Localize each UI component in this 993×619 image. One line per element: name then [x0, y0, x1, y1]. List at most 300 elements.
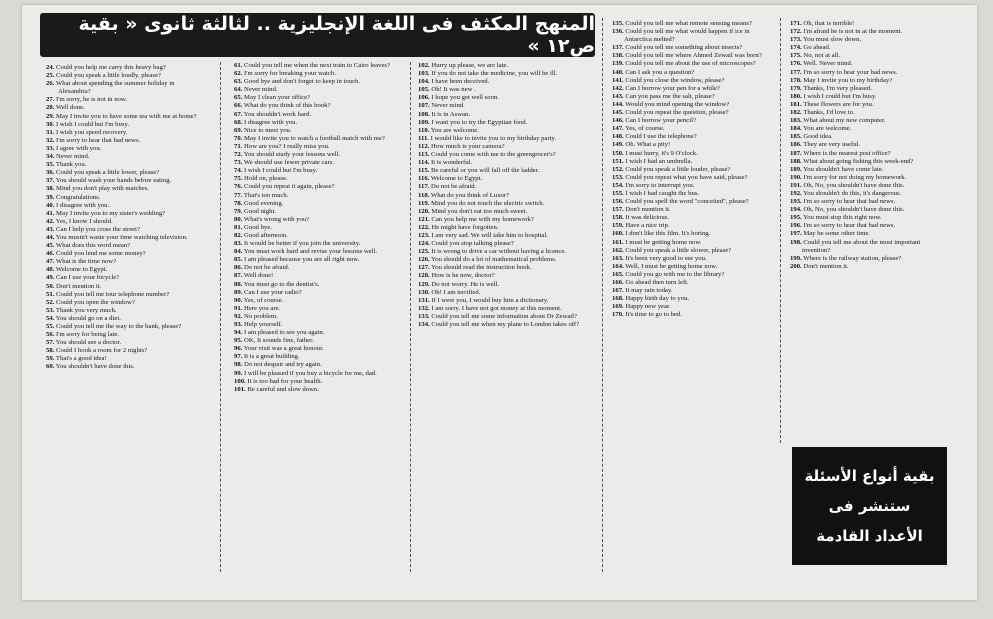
- list-item: [790, 206, 950, 214]
- list-item: [234, 345, 396, 353]
- item-text: May I invite you to my sister's wedding?: [56, 209, 166, 217]
- item-number: 48.: [46, 266, 55, 274]
- list-item: [612, 20, 772, 28]
- item-text: You must stop this right now.: [803, 214, 882, 222]
- item-number: 77.: [234, 191, 243, 199]
- item-text: Oh, No, you shouldn't have done this.: [803, 181, 905, 189]
- item-text: Could you tell me when the next train to Cairo leaves?: [244, 62, 391, 69]
- item-text: May I invite you to watch a football match with me?: [244, 134, 385, 142]
- list-item: [418, 167, 590, 175]
- item-text: Could you help me carry this heavy bag?: [56, 64, 166, 71]
- list-item: [46, 234, 206, 242]
- list-item: [234, 159, 396, 167]
- item-text: Where is the nearest post office?: [803, 149, 891, 157]
- list-item: [612, 190, 772, 198]
- list-item: [46, 177, 206, 185]
- list-item: [790, 85, 950, 93]
- item-text: I am sorry. I have not got money at this moment.: [431, 304, 562, 312]
- item-text: How much is your camera?: [431, 142, 505, 150]
- item-text: Could you repeat what you have said, please?: [625, 173, 748, 181]
- item-text: What's wrong with you?: [243, 215, 310, 223]
- list-item: [612, 69, 772, 77]
- item-text: You are welcome.: [803, 125, 852, 133]
- list-item: [46, 250, 206, 258]
- item-number: 134.: [418, 321, 430, 328]
- item-text: Well done.: [55, 104, 85, 112]
- item-number: 56.: [46, 331, 55, 339]
- list-item: [234, 70, 396, 78]
- item-number: 71.: [234, 142, 243, 150]
- column-divider: [220, 62, 221, 572]
- item-number: 72.: [234, 151, 243, 159]
- list-item: [612, 287, 772, 295]
- list-item: [418, 256, 590, 264]
- item-text: Oh! It was new .: [431, 86, 476, 94]
- item-number: 27.: [46, 96, 55, 104]
- item-number: 193.: [790, 198, 802, 206]
- list-item: [234, 361, 396, 369]
- item-number: 93.: [234, 321, 243, 328]
- list-item: [418, 224, 590, 232]
- list-item: [790, 182, 950, 190]
- list-item: [234, 281, 396, 289]
- list-item: [234, 232, 396, 240]
- item-text: You should wash your hands before eating.: [55, 177, 172, 185]
- list-item: [418, 321, 590, 329]
- list-item: [418, 175, 590, 183]
- item-text: Yes, of course.: [625, 125, 665, 133]
- item-number: 165.: [612, 270, 624, 278]
- list-item: [790, 36, 950, 44]
- item-text: You shouldn't have done this.: [55, 363, 135, 371]
- list-item: [46, 347, 206, 355]
- item-number: 78.: [234, 199, 243, 207]
- list-item: [234, 313, 396, 321]
- item-number: 96.: [234, 345, 243, 353]
- item-text: Could you come with me to the greengrocer's?: [431, 151, 556, 159]
- item-text: Hold on, please.: [244, 175, 288, 183]
- list-item: [46, 113, 206, 121]
- item-text: Oh. What a pity!: [625, 141, 671, 149]
- list-item: [234, 370, 396, 378]
- list-item: [790, 190, 950, 198]
- item-text: Yes, I know I should.: [55, 217, 113, 225]
- list-item: [46, 194, 206, 202]
- list-item: [46, 274, 206, 282]
- item-text: How are you? I really miss you.: [244, 142, 330, 150]
- item-number: 55.: [46, 323, 55, 330]
- item-number: 154.: [612, 181, 624, 189]
- item-text: You should see a doctor.: [55, 339, 122, 347]
- list-item: [46, 145, 206, 153]
- item-text: I hope you get well soon.: [431, 94, 499, 102]
- item-text: Be careful or you will fall off the ladder.: [431, 167, 540, 175]
- list-item: [612, 311, 772, 319]
- list-item: [418, 248, 590, 256]
- item-number: 146.: [612, 117, 624, 125]
- item-text: May be some other time.: [803, 230, 871, 238]
- item-text: Mind you do not touch the electric switch.: [431, 199, 545, 207]
- item-number: 106.: [418, 94, 430, 102]
- item-number: 159.: [612, 222, 624, 230]
- list-item: [234, 264, 396, 272]
- item-text: You must go to the dentist's.: [243, 280, 320, 288]
- list-item: [790, 263, 950, 271]
- item-text: I want you to try the Egyptian food.: [431, 118, 528, 126]
- item-number: 70.: [234, 134, 243, 142]
- item-number: 110.: [418, 126, 430, 134]
- column-divider: [410, 62, 411, 572]
- item-text: Good bye and don't forget to keep in touch.: [244, 78, 361, 86]
- item-text: I'm afraid he is not in at the moment.: [803, 28, 903, 36]
- list-item: [790, 52, 950, 60]
- item-number: 163.: [612, 254, 624, 262]
- list-item: [612, 230, 772, 238]
- list-item: [418, 232, 590, 240]
- item-number: 125.: [418, 248, 430, 256]
- item-number: 40.: [46, 201, 55, 209]
- item-number: 143.: [612, 92, 624, 100]
- item-number: 111.: [418, 134, 429, 142]
- item-number: 46.: [46, 250, 55, 258]
- column-divider: [780, 18, 781, 443]
- list-item: [418, 208, 590, 216]
- item-text: Thank you very much.: [55, 306, 117, 314]
- item-text: Oh, that is terrible!: [803, 20, 855, 27]
- item-text: Help yourself.: [244, 321, 283, 328]
- list-item: [612, 174, 772, 182]
- list-item: [234, 353, 396, 361]
- item-number: 185.: [790, 133, 802, 141]
- item-number: 140.: [612, 68, 624, 76]
- list-item: [234, 135, 396, 143]
- list-item: [418, 200, 590, 208]
- list-item: [46, 218, 206, 226]
- item-number: 97.: [234, 353, 243, 361]
- list-item: [612, 125, 772, 133]
- list-item: [612, 150, 772, 158]
- list-item: [234, 224, 396, 232]
- item-number: 74.: [234, 167, 243, 175]
- item-number: 173.: [790, 36, 802, 44]
- item-text: I don't like this film. It's boring.: [625, 230, 711, 238]
- list-item: [612, 271, 772, 279]
- list-item: [46, 331, 206, 339]
- item-number: 75.: [234, 175, 243, 183]
- item-text: Would you mind opening the window?: [625, 100, 730, 108]
- item-number: 123.: [418, 231, 430, 239]
- item-number: 164.: [612, 262, 624, 270]
- list-item: [418, 240, 590, 248]
- item-text: That's too much.: [243, 191, 289, 199]
- item-number: 127.: [418, 264, 430, 272]
- item-number: 54.: [46, 314, 55, 322]
- item-number: 198.: [790, 238, 802, 246]
- list-item: [612, 52, 772, 60]
- item-number: 45.: [46, 242, 55, 250]
- item-number: 116.: [418, 175, 430, 183]
- list-item: [418, 86, 590, 94]
- item-number: 128.: [418, 272, 430, 280]
- item-number: 102.: [418, 62, 430, 69]
- list-item: [612, 295, 772, 303]
- item-text: Could you tell me about the most important invention?: [802, 238, 921, 254]
- item-number: 168.: [612, 295, 624, 303]
- item-number: 133.: [418, 312, 430, 320]
- list-item: [612, 279, 772, 287]
- item-number: 119.: [418, 199, 430, 207]
- item-number: 114.: [418, 159, 430, 167]
- list-item: [418, 159, 590, 167]
- list-item: [612, 85, 772, 93]
- item-text: Can I use your bicycle?: [56, 274, 120, 282]
- item-number: 124.: [418, 240, 430, 248]
- item-text: I would like to invite you to my birthday party.: [430, 134, 557, 142]
- list-item: [234, 102, 396, 110]
- note-line: بقية أنواع الأسئلة: [804, 467, 935, 485]
- list-item: [612, 44, 772, 52]
- item-number: 25.: [46, 72, 55, 80]
- list-item: [234, 240, 396, 248]
- item-text: Can you pass me the salt, please?: [625, 92, 715, 100]
- list-item: [418, 192, 590, 200]
- item-text: Good idea.: [803, 133, 833, 141]
- item-text: Never mind.: [244, 86, 278, 94]
- list-item: [234, 378, 396, 386]
- item-text: You shouldn't have come late.: [803, 165, 884, 173]
- item-number: 113.: [418, 151, 430, 159]
- item-text: He might have forgotten.: [431, 223, 499, 231]
- item-text: You should go on a diet.: [55, 314, 121, 322]
- item-number: 162.: [612, 246, 624, 254]
- item-number: 112.: [418, 142, 430, 150]
- list-item: [234, 200, 396, 208]
- list-item: [418, 216, 590, 224]
- list-item: [234, 119, 396, 127]
- list-item: [234, 62, 396, 70]
- item-text: I am pleased to see you again.: [244, 329, 325, 337]
- list-item: [790, 158, 950, 166]
- item-text: It was delicious.: [625, 214, 670, 222]
- item-number: 61.: [234, 62, 243, 69]
- list-item: [234, 248, 396, 256]
- item-number: 24.: [46, 64, 55, 71]
- item-number: 109.: [418, 118, 430, 126]
- item-text: Can I help you cross the street?: [56, 225, 140, 233]
- item-number: 35.: [46, 161, 55, 169]
- item-number: 183.: [790, 117, 802, 125]
- item-number: 94.: [234, 329, 243, 337]
- item-number: 29.: [46, 112, 55, 120]
- item-number: 32.: [46, 136, 55, 144]
- item-number: 53.: [46, 306, 55, 314]
- item-text: Oh! I am terrified.: [431, 288, 481, 296]
- item-number: 73.: [234, 159, 243, 167]
- item-number: 38.: [46, 185, 55, 193]
- item-number: 63.: [234, 78, 243, 86]
- item-text: I wish I could but I'm busy.: [803, 92, 877, 100]
- item-text: Be careful and slow down.: [247, 385, 319, 393]
- item-text: Congratulations.: [56, 193, 101, 201]
- item-text: What about going fishing this week-end?: [803, 157, 914, 165]
- list-item: [234, 329, 396, 337]
- item-number: 200.: [790, 262, 802, 270]
- list-item: [418, 70, 590, 78]
- list-item: [790, 101, 950, 109]
- item-text: You mustn't waste your time watching television.: [55, 233, 188, 241]
- item-text: Can I borrow your pen for a while?: [625, 84, 720, 92]
- item-text: Could you repeat it again, please?: [244, 183, 335, 191]
- list-item: [790, 230, 950, 238]
- list-item: [790, 174, 950, 182]
- item-text: What do you think of Luxor?: [430, 191, 510, 199]
- item-number: 59.: [46, 355, 55, 363]
- continuation-note-box: [792, 447, 947, 565]
- item-text: What about my new computer.: [803, 117, 886, 125]
- item-number: 76.: [234, 183, 243, 191]
- item-number: 174.: [790, 44, 802, 52]
- item-text: Your visit was a great honour.: [243, 345, 324, 353]
- item-text: Where is the railway station, please?: [803, 254, 902, 262]
- item-number: 142.: [612, 84, 624, 92]
- item-number: 138.: [612, 52, 624, 60]
- item-number: 139.: [612, 60, 624, 68]
- item-text: Could you tell me something about insects?: [625, 44, 743, 52]
- item-number: 95.: [234, 337, 243, 345]
- item-text: Nice to meet you.: [244, 126, 292, 134]
- item-text: Good evening.: [244, 199, 284, 207]
- list-item: [46, 363, 206, 371]
- item-text: It's been very good to see you.: [625, 254, 707, 262]
- item-text: I wish I could but I'm busy.: [56, 120, 130, 128]
- item-number: 104.: [418, 78, 430, 86]
- item-text: No problem.: [244, 312, 278, 320]
- column-4: [612, 20, 772, 319]
- item-number: 149.: [612, 141, 624, 149]
- item-text: What do you think of this book?: [243, 102, 331, 110]
- list-item: [612, 214, 772, 222]
- item-text: It may rain today.: [625, 287, 673, 295]
- list-item: [790, 133, 950, 141]
- item-number: 99.: [234, 369, 243, 377]
- list-item: [418, 305, 590, 313]
- item-number: 148.: [612, 133, 624, 141]
- item-text: I disagree with you.: [244, 118, 298, 126]
- list-item: [790, 77, 950, 85]
- item-number: 85.: [234, 256, 243, 264]
- item-text: Welcome to Egypt.: [55, 266, 108, 274]
- item-number: 28.: [46, 104, 55, 112]
- list-item: [46, 355, 206, 363]
- item-text: If I were you, I would buy him a dictionary.: [431, 296, 549, 304]
- list-item: [612, 263, 772, 271]
- item-number: 131.: [418, 296, 430, 304]
- list-item: [418, 297, 590, 305]
- item-number: 141.: [612, 76, 624, 84]
- item-text: Can you help me with my homework?: [431, 215, 534, 223]
- item-text: Could you open the window?: [56, 298, 135, 306]
- item-number: 58.: [46, 347, 55, 355]
- item-number: 152.: [612, 165, 624, 173]
- list-item: [234, 386, 396, 394]
- item-number: 179.: [790, 84, 802, 92]
- item-number: 42.: [46, 217, 55, 225]
- list-item: [418, 151, 590, 159]
- item-text: Could you close the window, please?: [625, 76, 725, 84]
- list-item: [612, 247, 772, 255]
- item-number: 189.: [790, 165, 802, 173]
- item-text: You shouldn't work hard.: [243, 110, 312, 118]
- list-item: [612, 158, 772, 166]
- item-text: I will be pleased if you buy a bicycle for me, dad.: [244, 369, 377, 377]
- item-text: Could you speak a little slower, please?: [625, 246, 732, 254]
- item-number: 52.: [46, 298, 55, 306]
- list-item: [234, 272, 396, 280]
- item-text: Happy birth day to you.: [625, 295, 690, 303]
- item-text: OK, It sounds fine, father.: [244, 337, 314, 345]
- list-item: [790, 141, 950, 149]
- item-text: How is he now, doctor?: [431, 272, 495, 280]
- item-text: I'm sorry to hear that bad news.: [56, 136, 141, 144]
- item-text: Here you are.: [244, 304, 281, 312]
- item-text: Good night.: [244, 207, 276, 215]
- item-number: 137.: [612, 44, 624, 52]
- item-text: May I invite you to my birthday?: [803, 76, 893, 84]
- item-number: 36.: [46, 169, 55, 177]
- list-item: [612, 93, 772, 101]
- item-text: I wish I could but I'm busy.: [244, 167, 318, 175]
- item-text: Well. Never mind.: [803, 60, 853, 68]
- list-item: [46, 242, 206, 250]
- item-text: Could you speak a little louder, please?: [625, 165, 731, 173]
- item-number: 84.: [234, 248, 243, 256]
- list-item: [234, 256, 396, 264]
- list-item: [612, 109, 772, 117]
- item-text: Have a nice trip.: [625, 222, 670, 230]
- item-number: 89.: [234, 288, 243, 296]
- item-text: I'm sorry to interrupt you.: [625, 181, 695, 189]
- column-1: [46, 64, 206, 372]
- list-item: [46, 104, 206, 112]
- item-text: Welcome to Egypt.: [430, 175, 483, 183]
- list-item: [790, 166, 950, 174]
- item-number: 103.: [418, 70, 430, 78]
- list-item: [46, 161, 206, 169]
- list-item: [612, 182, 772, 190]
- item-text: Could you lend me some money?: [56, 250, 146, 258]
- list-item: [46, 169, 206, 177]
- item-text: I am very sad. We will take him to hospital.: [431, 231, 548, 239]
- item-text: I must be getting home now.: [625, 238, 702, 246]
- list-item: [418, 127, 590, 135]
- item-text: I disagree with you.: [56, 201, 110, 209]
- item-number: 175.: [790, 52, 802, 60]
- item-text: I'm so sorry to hear that bad news.: [803, 222, 896, 230]
- list-item: [46, 307, 206, 315]
- item-text: Can I ask you a question?: [625, 68, 695, 76]
- list-item: [790, 69, 950, 77]
- list-item: [46, 72, 206, 80]
- list-item: [46, 258, 206, 266]
- list-item: [234, 111, 396, 119]
- item-number: 132.: [418, 304, 430, 312]
- list-item: [612, 117, 772, 125]
- item-number: 67.: [234, 110, 243, 118]
- list-item: [612, 239, 772, 247]
- list-item: [612, 222, 772, 230]
- item-text: Oh, No, you shouldn't have done this.: [803, 206, 905, 214]
- list-item: [790, 255, 950, 263]
